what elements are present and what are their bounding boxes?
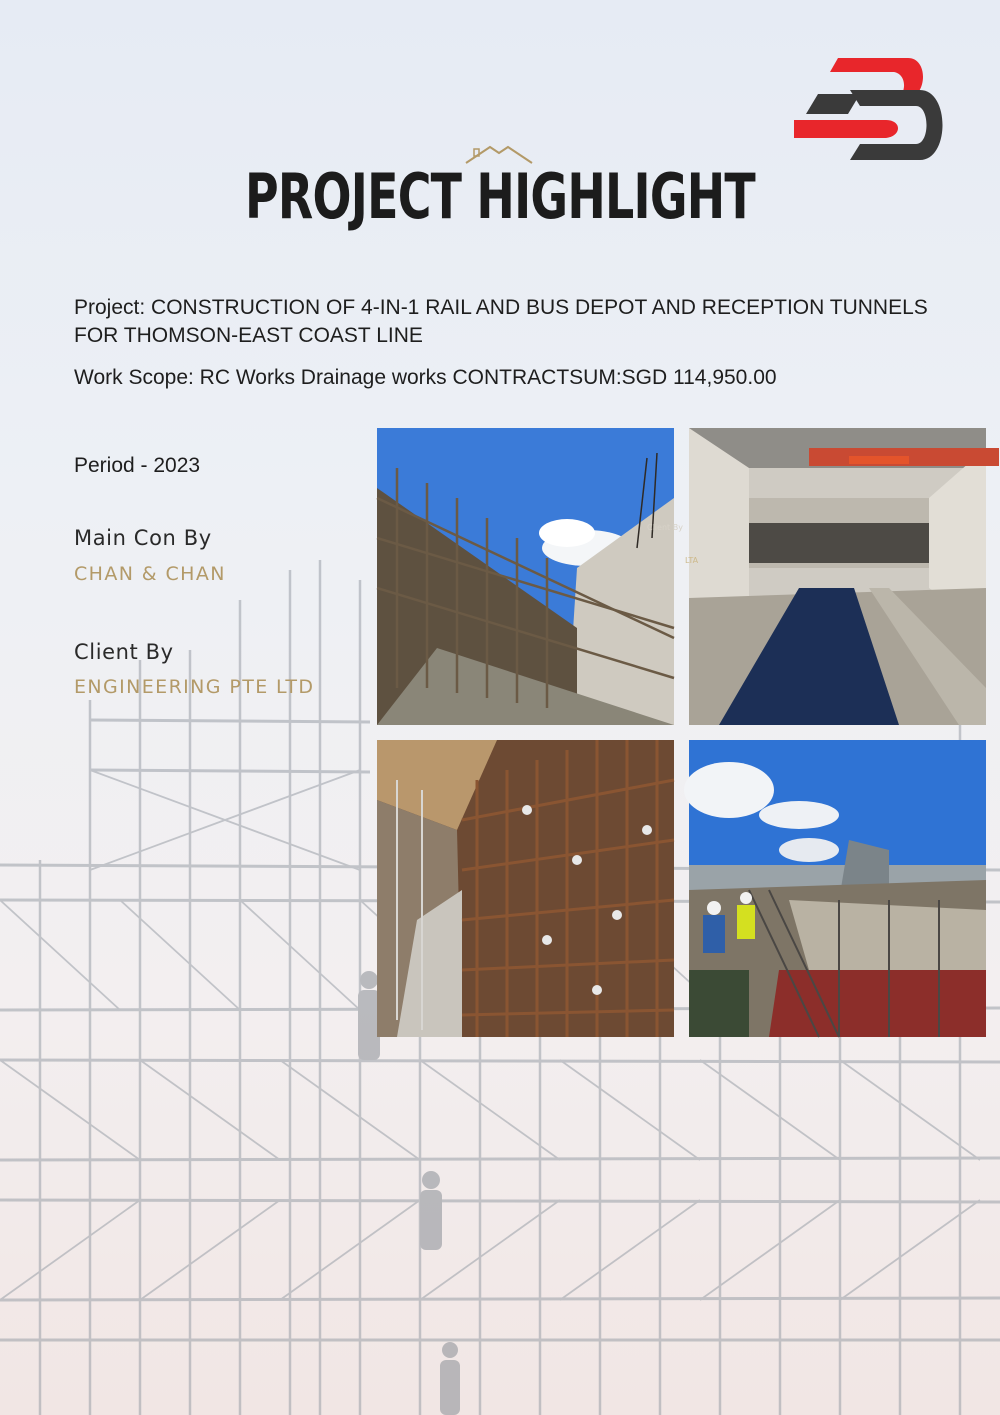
site-photo-rebar-cage bbox=[377, 740, 674, 1037]
project-period: Period - 2023 bbox=[74, 454, 201, 477]
site-photo-workers bbox=[689, 740, 986, 1037]
work-scope: Work Scope: RC Works Drainage works CONTRACTSUM:SGD 114,950.00 bbox=[74, 366, 777, 389]
project-description: Project: CONSTRUCTION OF 4-IN-1 RAIL AND BUS DEPOT AND RECEPTION TUNNELS FOR THOMSON-EAST COAST LINE bbox=[74, 296, 928, 347]
client-label: Client By bbox=[74, 640, 174, 664]
photo-overlay-client-text: Client By bbox=[647, 523, 683, 532]
client-value: ENGINEERING PTE LTD bbox=[74, 676, 315, 698]
main-contractor-label: Main Con By bbox=[74, 526, 212, 550]
photo-overlay-client-value: LTA bbox=[685, 556, 699, 565]
page-title: PROJECT HIGHLIGHT bbox=[245, 160, 755, 233]
site-photo-scaffold-wall bbox=[377, 428, 683, 725]
main-contractor-value: CHAN & CHAN bbox=[74, 563, 226, 585]
site-photo-tunnel-floor bbox=[685, 428, 986, 725]
company-logo bbox=[790, 52, 950, 164]
